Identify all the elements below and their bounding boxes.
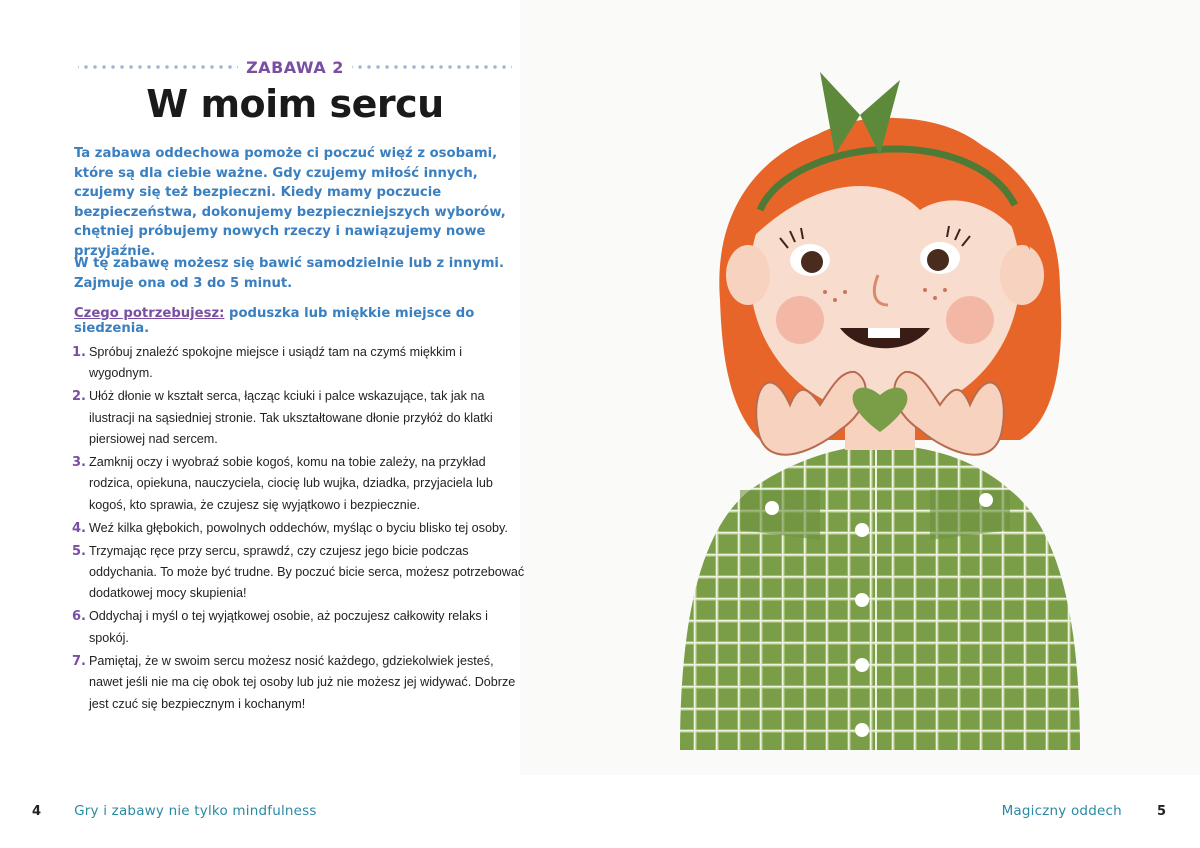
needs-text: poduszka lub miękkie miejsce do siedzenia. — [74, 306, 475, 336]
footer-left — [32, 800, 317, 819]
running-head-left: Gry i zabawy nie tylko mindfulness — [74, 803, 317, 819]
shirt-button — [855, 658, 869, 672]
shirt-button — [765, 501, 779, 515]
ear-right — [1000, 245, 1044, 305]
step-number: 6. — [72, 609, 86, 625]
step-number: 1. — [72, 345, 86, 360]
section-label: ZABAWA 2 — [246, 57, 344, 77]
step-text: Oddychaj i myśl o tej wyjątkowej osobie, aż poczujesz całkowity relaks i spokój. — [89, 609, 488, 645]
pupil-right — [927, 249, 949, 271]
page-title: W moim sercu — [146, 82, 444, 126]
pupil-left — [801, 251, 823, 273]
dotted-divider-left — [78, 64, 238, 70]
step-text: Zamknij oczy i wyobraź sobie kogoś, komu na tobie zależy, na przykład rodzica, opiekuna, nauczyciela, ciocię lub wujka, dziadka, przyjaciela lub kogoś, kto sprawia, że czujesz się wyjątkowo i bezpiecznie. — [89, 455, 493, 512]
shirt-button — [855, 593, 869, 607]
footer-right — [1002, 800, 1166, 819]
step-item — [72, 541, 534, 605]
girl-heart-hands-illustration — [640, 60, 1110, 750]
shirt-button — [855, 523, 869, 537]
steps-list — [72, 342, 534, 716]
step-item — [72, 606, 534, 649]
step-number: 5. — [72, 543, 86, 559]
intro-paragraph-1: Ta zabawa oddechowa pomoże ci poczuć więź z osobami, które są dla ciebie ważne. Gdy czujemy miłość innych, czujemy się też bezpieczni. Kiedy mamy poczucie bezpieczeństwa, dokonujemy bezpieczniejszych wyborów, chętniej próbujemy nowych rzeczy i nawiązujemy nowe przyjaźnie. — [74, 146, 506, 259]
step-number: 4. — [72, 520, 86, 536]
cheek-right — [946, 296, 994, 344]
step-text: Weź kilka głębokich, powolnych oddechów, myśląc o byciu blisko tej osoby. — [89, 520, 508, 535]
step-text: Ułóż dłonie w kształt serca, łącząc kciuki i palce wskazujące, tak jak na ilustracji na sąsiedniej stronie. Tak ukształtowane dłonie przyłóż do klatki piersiowej nad sercem. — [89, 389, 493, 447]
teeth — [868, 328, 900, 338]
step-number: 3. — [72, 455, 86, 471]
ear-left — [726, 245, 770, 305]
step-item — [72, 651, 534, 715]
page-number-right: 5 — [1156, 804, 1166, 819]
step-item — [72, 452, 534, 516]
step-text: Trzymając ręce przy sercu, sprawdź, czy czujesz jego bicie podczas oddychania. To może być trudne. By poczuć bicie serca, możesz potrzebować dodatkowej mocy skupienia! — [89, 543, 525, 601]
step-text: Spróbuj znaleźć spokojne miejsce i usiądź tam na czymś miękkim i wygodnym. — [89, 345, 463, 381]
step-number: 7. — [72, 653, 86, 669]
dotted-divider-right — [352, 64, 512, 70]
shirt-button — [979, 493, 993, 507]
intro-paragraph-2: W tę zabawę możesz się bawić samodzielnie lub z innymi. Zajmuje ona od 3 do 5 minut. — [74, 256, 504, 291]
step-text: Pamiętaj, że w swoim sercu możesz nosić każdego, gdziekolwiek jesteś, nawet jeśli nie ma cię obok tej osoby lub już nie możesz jej widywać. Dobrze jest czuć się bezpiecznym i kochanym! — [89, 653, 516, 711]
running-head-right: Magiczny oddech — [1001, 803, 1122, 819]
shirt-button — [855, 723, 869, 737]
step-number: 2. — [72, 389, 86, 405]
step-item — [72, 342, 534, 385]
section-label-row — [78, 56, 512, 78]
step-item — [72, 518, 534, 539]
step-item — [72, 386, 534, 450]
needs-label: Czego potrzebujesz: — [74, 306, 225, 321]
page-number-left: 4 — [32, 804, 42, 819]
needs-line — [74, 306, 534, 336]
cheek-left — [776, 296, 824, 344]
